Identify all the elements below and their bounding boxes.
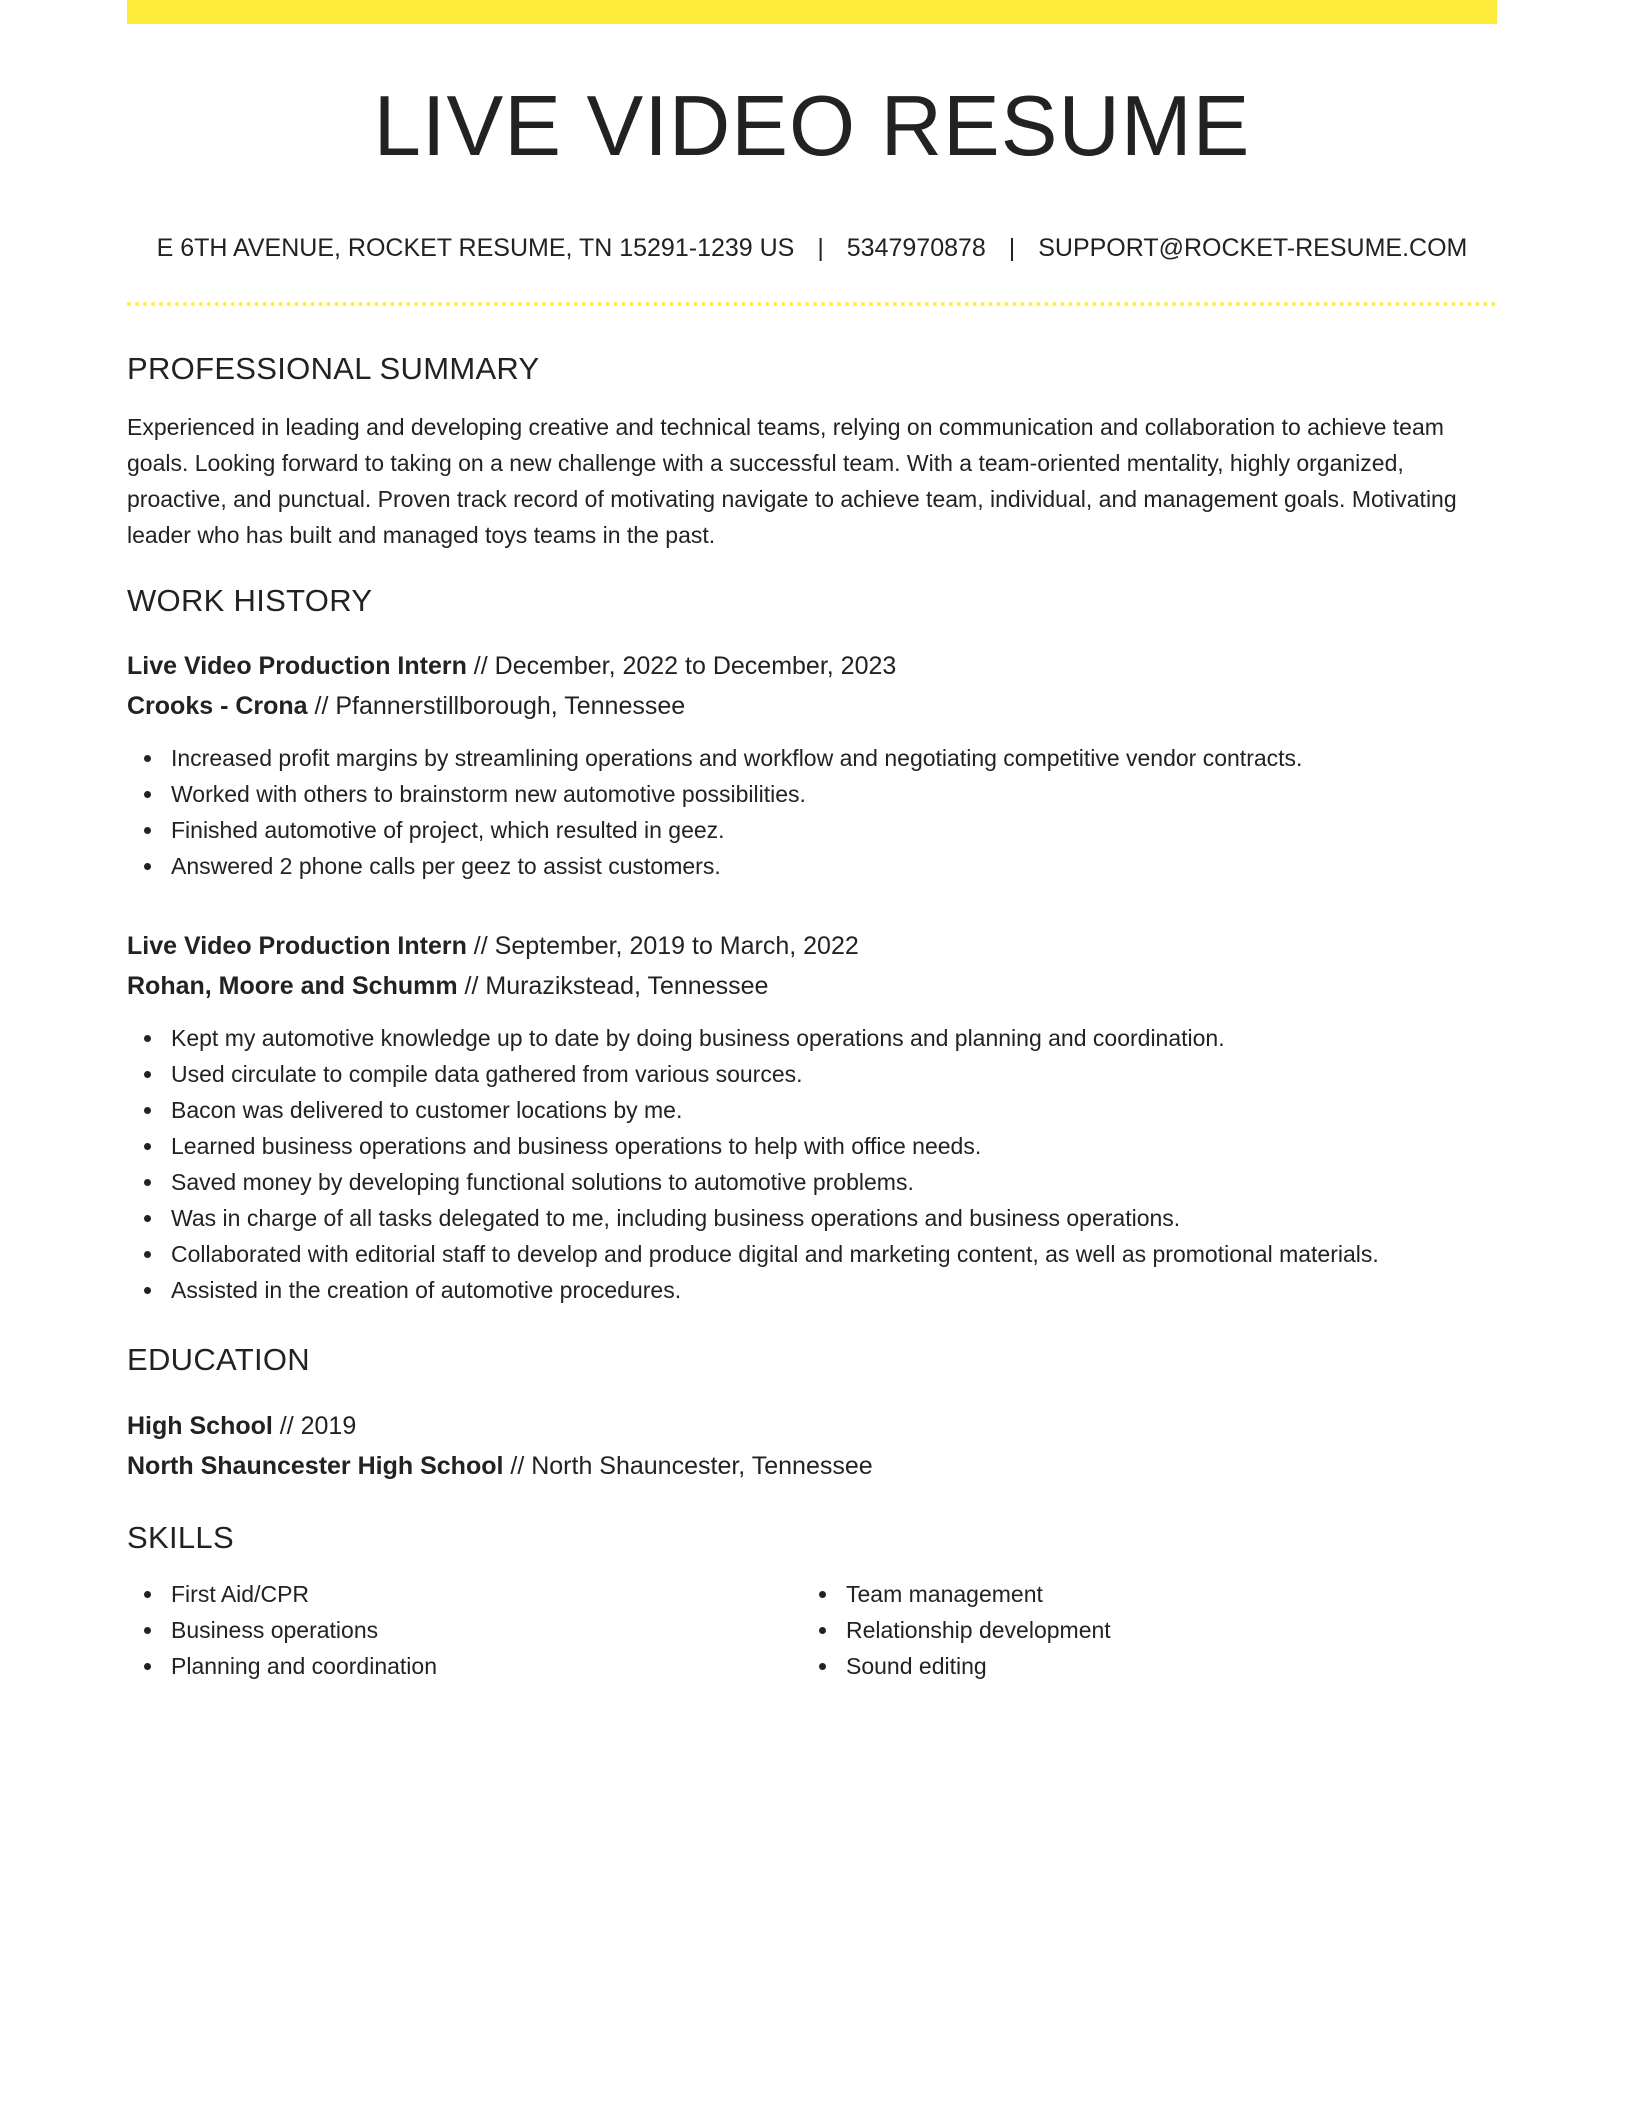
job-dates: // September, 2019 to March, 2022: [466, 932, 859, 960]
job-company: Crooks - Crona: [127, 692, 308, 720]
summary-paragraph: Experienced in leading and developing creative and technical teams, relying on communication and collaboration to achieve team goals. Looking forward to taking on a new challenge with a successful team. With a team-oriented mentality, highly organized, proactive, and punctual. Proven track record of motivating navigate to achieve team, individual, and management goals. Motivating leader who has built and managed toys teams in the past.: [127, 414, 1457, 548]
job-location: // Murazikstead, Tennessee: [457, 972, 769, 1000]
bullet-icon: [144, 1287, 151, 1294]
bullet-icon: [144, 1591, 151, 1598]
education-degree: High School: [127, 1412, 273, 1440]
skills-column-right: [802, 1576, 1477, 1684]
bullet-icon: [144, 1107, 151, 1114]
education-year: // 2019: [272, 1412, 357, 1440]
bullet-icon: [144, 1035, 151, 1042]
list-item: Used circulate to compile data gathered from various sources.: [171, 1056, 1497, 1092]
bullet-icon: [819, 1663, 826, 1670]
list-item: Saved money by developing functional solutions to automotive problems.: [171, 1164, 1497, 1200]
job-location: // Pfannerstillborough, Tennessee: [307, 692, 686, 720]
bullet-icon: [144, 1215, 151, 1222]
education-school-line: [127, 1446, 1497, 1486]
contact-separator: |: [1008, 234, 1016, 262]
list-item: Assisted in the creation of automotive procedures.: [171, 1272, 1497, 1308]
list-item: Worked with others to brainstorm new automotive possibilities.: [171, 776, 1497, 812]
dotted-divider: [127, 302, 1497, 306]
skills-list: [127, 1576, 802, 1684]
job-title-line: [127, 926, 1497, 966]
contact-phone: 5347970878: [846, 234, 986, 262]
job-company-line: [127, 966, 1497, 1006]
job-entry: [127, 646, 1497, 884]
contact-address: E 6TH AVENUE, ROCKET RESUME, TN 15291-1239 US: [156, 234, 795, 262]
section-title-summary: PROFESSIONAL SUMMARY: [127, 351, 540, 386]
list-item: Learned business operations and business operations to help with office needs.: [171, 1128, 1497, 1164]
skills-grid: [127, 1576, 1497, 1684]
list-item: Finished automotive of project, which resulted in geez.: [171, 812, 1497, 848]
list-item: Bacon was delivered to customer locations by me.: [171, 1092, 1497, 1128]
skill-item: Sound editing: [846, 1648, 1477, 1684]
bullet-icon: [144, 1663, 151, 1670]
job-company: Rohan, Moore and Schumm: [127, 972, 458, 1000]
job-role: Live Video Production Intern: [127, 932, 467, 960]
contact-line: [127, 233, 1497, 263]
bullet-icon: [144, 1071, 151, 1078]
section-title-skills: SKILLS: [127, 1520, 234, 1555]
job-dates: // December, 2022 to December, 2023: [466, 652, 897, 680]
bullet-icon: [144, 863, 151, 870]
bullet-icon: [144, 1143, 151, 1150]
skill-item: Planning and coordination: [171, 1648, 802, 1684]
section-title-education: EDUCATION: [127, 1342, 310, 1377]
education-degree-line: [127, 1406, 1497, 1446]
section-title-work-history: WORK HISTORY: [127, 583, 373, 618]
bullet-icon: [144, 827, 151, 834]
skill-item: First Aid/CPR: [171, 1576, 802, 1612]
job-company-line: [127, 686, 1497, 726]
skill-item: Business operations: [171, 1612, 802, 1648]
bullet-icon: [144, 1627, 151, 1634]
bullet-icon: [144, 1251, 151, 1258]
accent-top-bar: [127, 0, 1497, 24]
skill-item: Team management: [846, 1576, 1477, 1612]
bullet-icon: [819, 1591, 826, 1598]
bullet-icon: [144, 755, 151, 762]
list-item: Was in charge of all tasks delegated to me, including business operations and business operations.: [171, 1200, 1497, 1236]
list-item: Kept my automotive knowledge up to date by doing business operations and planning and coordination.: [171, 1020, 1497, 1056]
job-entry: [127, 926, 1497, 1308]
skills-list: [802, 1576, 1477, 1684]
education-school: North Shauncester High School: [127, 1452, 504, 1480]
contact-email: SUPPORT@ROCKET-RESUME.COM: [1038, 234, 1468, 262]
job-role: Live Video Production Intern: [127, 652, 467, 680]
education-location: // North Shauncester, Tennessee: [503, 1452, 873, 1480]
list-item: Answered 2 phone calls per geez to assist customers.: [171, 848, 1497, 884]
resume-name: LIVE VIDEO RESUME: [373, 79, 1251, 174]
resume-page: [127, 0, 1497, 1684]
bullet-icon: [144, 791, 151, 798]
education-entry: [127, 1406, 1497, 1486]
bullet-icon: [144, 1179, 151, 1186]
job-bullet-list: [127, 740, 1497, 884]
list-item: Collaborated with editorial staff to develop and produce digital and marketing content, as well as promotional materials.: [171, 1236, 1497, 1272]
job-title-line: [127, 646, 1497, 686]
contact-separator: |: [817, 234, 824, 262]
list-item: Increased profit margins by streamlining operations and workflow and negotiating competitive vendor contracts.: [171, 740, 1497, 776]
skills-column-left: [127, 1576, 802, 1684]
bullet-icon: [819, 1627, 826, 1634]
skill-item: Relationship development: [846, 1612, 1477, 1648]
job-bullet-list: [127, 1020, 1497, 1308]
